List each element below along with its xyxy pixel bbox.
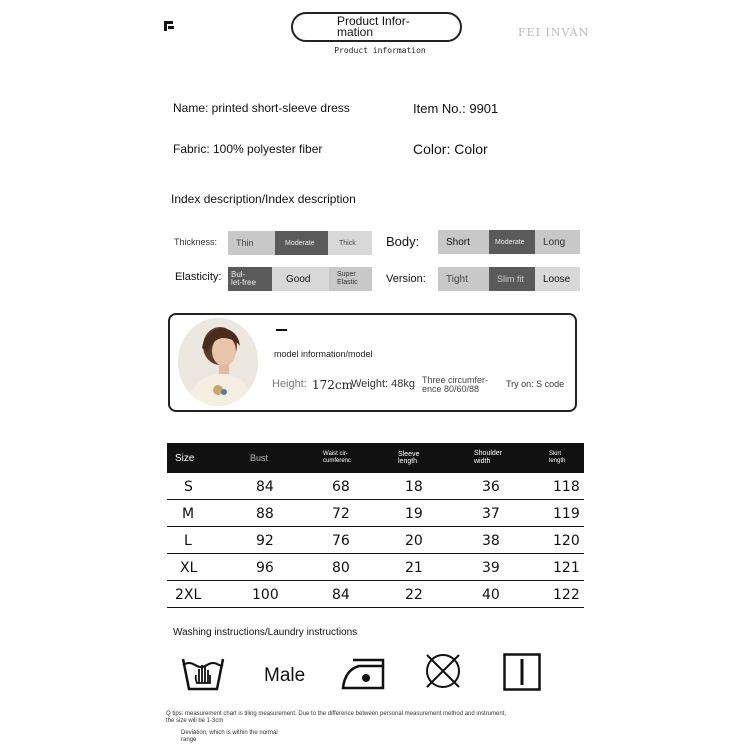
body-short: Short	[438, 230, 489, 254]
table-row	[167, 581, 584, 608]
thickness-thick: Thick	[328, 231, 372, 255]
header-sleeve: Sleeve length	[398, 451, 420, 465]
cell-skirt: 118	[553, 479, 580, 495]
index-description-title: Index description/Index description	[171, 192, 356, 206]
model-height-value: 172cm	[312, 378, 354, 392]
cell-shoulder: 40	[482, 587, 500, 603]
cell-bust: 96	[256, 560, 274, 576]
thickness-moderate: Moderate	[275, 231, 328, 255]
cell-size: 2XL	[175, 587, 202, 603]
elasticity-label: Elasticity:	[175, 271, 222, 283]
model-portrait-icon	[178, 318, 258, 406]
thickness-scale	[228, 231, 372, 255]
thickness-thin: Thin	[228, 231, 275, 255]
cell-shoulder: 37	[482, 506, 500, 522]
cell-size: M	[182, 506, 195, 522]
cell-shoulder: 38	[482, 533, 500, 549]
title-line-2: mation	[337, 25, 374, 39]
iron-icon	[339, 656, 387, 692]
model-try-on: Try on: S code	[506, 379, 565, 389]
cell-size: S	[184, 479, 193, 495]
header-shoulder: Shoulder width	[474, 450, 503, 465]
measurement-tips: Q tips: measurement chart is tiling measurement. Due to the difference between personal measurement method and instrument, the size will be 1-3cm	[166, 711, 507, 724]
thickness-label: Thickness:	[174, 237, 218, 247]
model-circumference: Three circumfer- ence 80/60/88	[422, 375, 489, 394]
product-information-title	[291, 12, 462, 42]
cell-skirt: 122	[553, 587, 580, 603]
cell-waist: 68	[332, 479, 350, 495]
cell-bust: 100	[252, 587, 279, 603]
elasticity-good: Good	[272, 267, 329, 291]
model-height-label: Height:	[272, 378, 307, 390]
size-table-header	[167, 443, 584, 473]
elasticity-scale	[228, 267, 372, 291]
cell-waist: 76	[332, 533, 350, 549]
version-scale	[438, 267, 580, 291]
cell-shoulder: 39	[482, 560, 500, 576]
version-tight: Tight	[438, 267, 489, 291]
header-waist: Waist cir- cumferenc	[323, 451, 352, 464]
cell-skirt: 119	[553, 506, 580, 522]
cell-bust: 84	[256, 479, 274, 495]
cell-shoulder: 36	[482, 479, 500, 495]
cell-size: L	[184, 533, 192, 549]
table-row	[167, 527, 584, 554]
version-label: Version:	[386, 273, 426, 285]
elasticity-bulletfree: Bul- let-free	[228, 267, 272, 291]
version-loose: Loose	[535, 267, 580, 291]
washing-male-label: Male	[264, 665, 306, 686]
cell-sleeve: 21	[405, 560, 423, 576]
model-avatar	[178, 318, 258, 406]
cell-sleeve: 18	[405, 479, 423, 495]
item-number: Item No.: 9901	[413, 101, 499, 116]
cell-skirt: 120	[553, 533, 580, 549]
cell-sleeve: 22	[405, 587, 423, 603]
body-scale	[438, 230, 580, 254]
table-row	[167, 554, 584, 581]
cell-waist: 84	[332, 587, 350, 603]
header-size: Size	[175, 452, 195, 464]
cell-sleeve: 20	[405, 533, 423, 549]
table-row	[167, 500, 584, 527]
product-name: Name: printed short-sleeve dress	[173, 101, 350, 115]
title-line-1: Product Infor-	[337, 14, 410, 28]
version-slim-fit: Slim fit	[489, 267, 535, 291]
body-label: Body:	[386, 234, 420, 249]
model-weight: Weight: 48kg	[351, 378, 416, 390]
washing-instructions-title: Washing instructions/Laundry instructions	[173, 627, 358, 638]
cell-sleeve: 19	[405, 506, 423, 522]
color: Color: Color	[413, 141, 488, 157]
table-row	[167, 473, 584, 500]
hand-wash-icon	[181, 653, 225, 693]
cell-waist: 80	[332, 560, 350, 576]
fabric: Fabric: 100% polyester fiber	[173, 142, 323, 156]
body-long: Long	[535, 230, 580, 254]
brand-logo-icon	[163, 20, 175, 32]
header-skirt: Skirt length	[549, 451, 566, 464]
model-name-dash	[276, 329, 287, 331]
body-moderate: Moderate	[489, 230, 535, 254]
cell-skirt: 121	[553, 560, 580, 576]
header-bust: Bust	[250, 453, 269, 463]
model-info-title: model information/model	[274, 349, 373, 359]
brand-watermark: FEI INVAN	[518, 26, 590, 39]
elasticity-super: Super Elastic	[329, 267, 372, 291]
no-bleach-icon	[423, 651, 463, 691]
hang-dry-icon	[503, 653, 541, 691]
cell-bust: 88	[256, 506, 274, 522]
product-information-subtitle: Product information	[334, 46, 426, 55]
size-table	[167, 443, 584, 608]
cell-size: XL	[180, 560, 198, 576]
deviation-note: Deviation, which is within the normal range	[181, 730, 278, 743]
cell-bust: 92	[256, 533, 274, 549]
cell-waist: 72	[332, 506, 350, 522]
